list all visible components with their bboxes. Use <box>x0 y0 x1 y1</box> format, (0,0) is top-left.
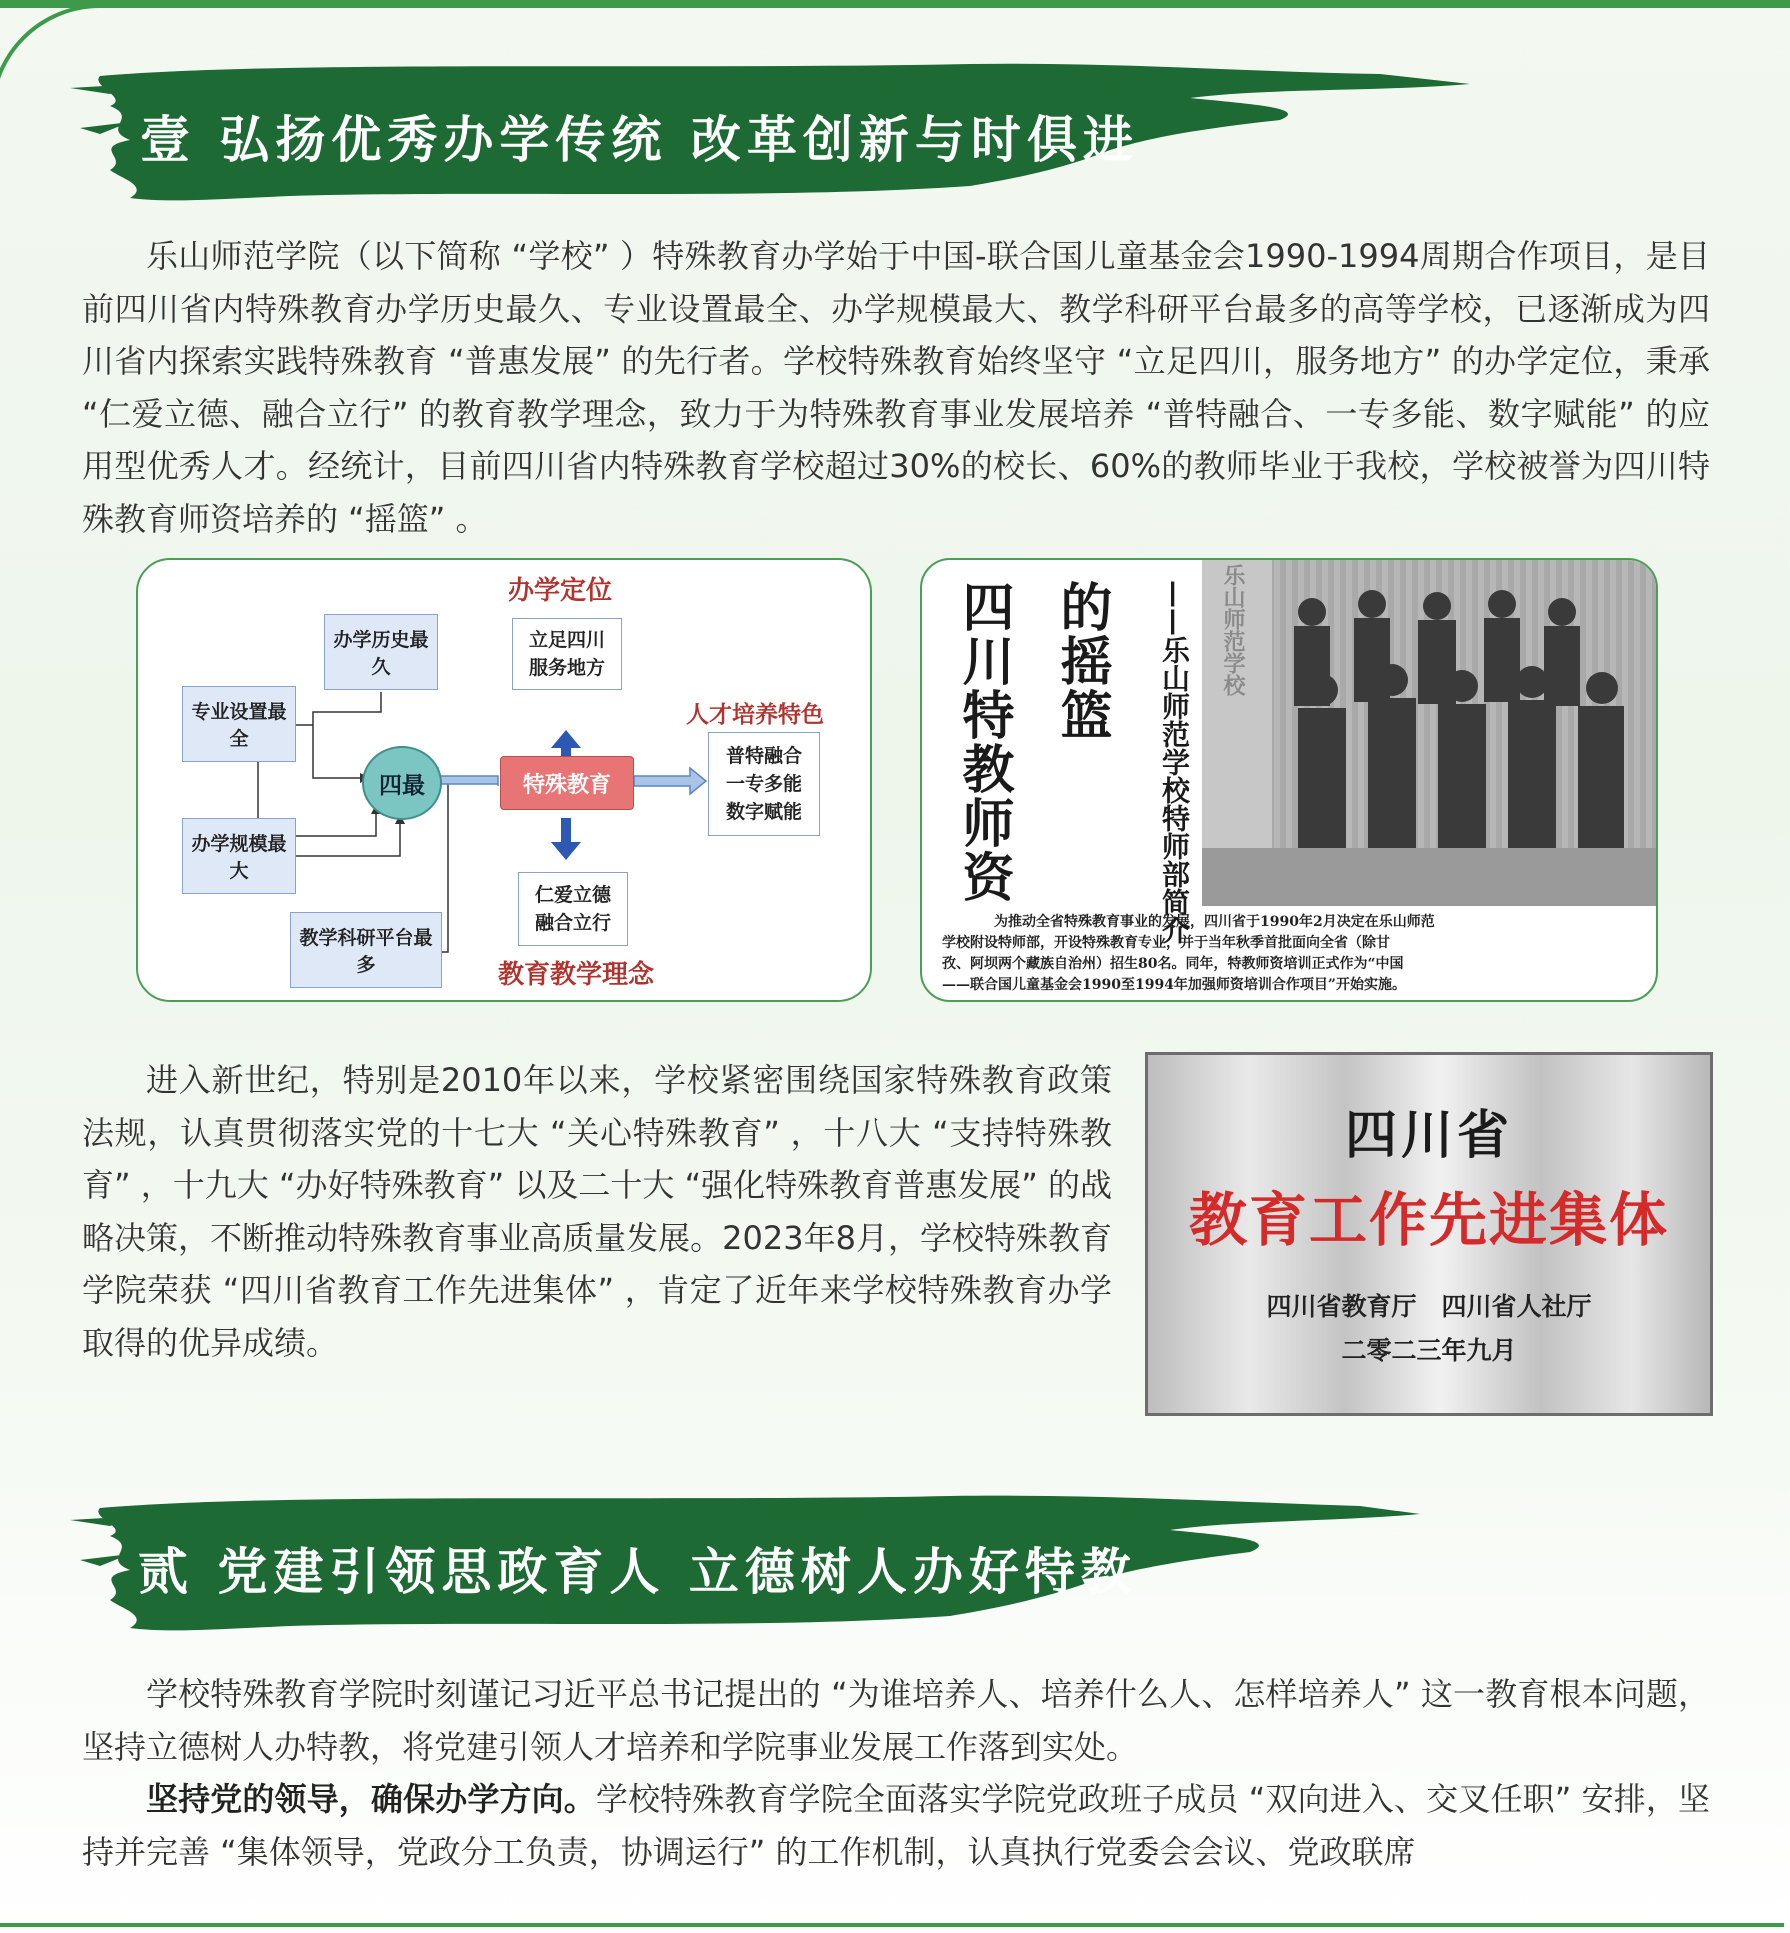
section2-bold-lead: 坚持党的领导，确保办学方向。 <box>146 1780 596 1818</box>
clipping-panel <box>920 558 1658 1002</box>
section1-title: 壹 弘扬优秀办学传统 改革创新与时俱进 <box>140 111 1139 169</box>
clipping-headline-col2: 的摇篮 <box>1051 580 1112 742</box>
section2-text2 <box>82 1773 1710 1878</box>
box-philosophy <box>518 872 628 946</box>
diagram-panel <box>136 558 872 1002</box>
section2-banner <box>70 1488 1420 1638</box>
talent-line1: 普特融合 <box>725 745 802 767</box>
box-major: 专业设置最全 <box>182 686 296 762</box>
section1-paragraph2 <box>82 1054 1112 1369</box>
four-most-circle: 四最 <box>362 746 442 820</box>
header-talent: 人才培养特色 <box>686 702 824 728</box>
talent-line2: 一专多能 <box>725 773 802 795</box>
clipping-subhead: ——乐山师范学校特师部简介 <box>1158 580 1191 944</box>
photo-sign: 乐山师范学校 <box>1220 564 1246 696</box>
section1-text: 乐山师范学院（以下简称 “学校” ）特殊教育办学始于中国-联合国儿童基金会1990-1994周期合作项目，是目前四川省内特殊教育办学历史最久、专业设置最全、办学规模最大、教学科研平台最多的高等学校，已逐渐成为四川省内探索实践特殊教育 “普惠发展” 的先行者。学校特殊教育始终坚守 “立足四川，服务地方” 的办学定位，秉承 “仁爱立德、融合立行” 的教育教学理念，致力于为特殊教育事业发展培养 “普特融合、一专多能、数字赋能” 的应用型优秀人才。经统计，目前四川省内特殊教育学校超过30%的校长、60%的教师毕业于我校，学校被誉为四川特殊教育师资培养的 “摇篮” 。 <box>82 237 1710 538</box>
caption-line2: 学校附设特师部，开设特殊教育专业，并于当年秋季首批面向全省（除甘 <box>942 935 1390 951</box>
clipping-caption <box>942 912 1642 996</box>
section2-paragraph <box>82 1668 1710 1878</box>
caption-line1: 为推动全省特殊教育事业的发展，四川省于1990年2月决定在乐山师范 <box>994 914 1435 930</box>
group-photo-people <box>1202 560 1656 906</box>
plaque-province: 四川省 <box>1344 1105 1513 1166</box>
header-philosophy: 教育教学理念 <box>498 960 655 990</box>
plaque-issuers: 四川省教育厅 四川省人社厅 <box>1266 1292 1592 1321</box>
section1-banner <box>70 58 1470 208</box>
section1-paragraph <box>82 230 1710 545</box>
plaque-date: 二零二三年九月 <box>1341 1336 1517 1365</box>
arrow-right-icon <box>634 768 706 794</box>
header-positioning: 办学定位 <box>508 576 613 606</box>
arrow-down-icon <box>551 818 581 860</box>
philosophy-line2: 融合立行 <box>534 912 611 934</box>
positioning-line2: 服务地方 <box>528 657 605 679</box>
section2-title: 贰 党建引领思政育人 立德树人办好特教 <box>138 1543 1137 1601</box>
talent-line3: 数字赋能 <box>725 801 802 823</box>
award-plaque <box>1145 1052 1713 1416</box>
section2-text1: 学校特殊教育学院时刻谨记习近平总书记提出的 “为谁培养人、培养什么人、怎样培养人” 这一教育根本问题，坚持立德树人办特教，将党建引领人才培养和学院事业发展工作落到实处。 <box>82 1675 1710 1766</box>
box-research: 教学科研平台最多 <box>290 912 442 988</box>
historical-photo <box>1202 560 1656 906</box>
caption-line3: 孜、阿坝两个藏族自治州）招生80名。同年，特教师资培训正式作为“中国 <box>942 956 1404 972</box>
plaque-award: 教育工作先进集体 <box>1188 1186 1669 1254</box>
box-talent <box>708 732 820 836</box>
section1-text2: 进入新世纪，特别是2010年以来，学校紧密围绕国家特殊教育政策法规，认真贯彻落实党的十七大 “关心特殊教育” ，十八大 “支持特殊教育” ，十九大 “办好特殊教育” 以及二十大 “强化特殊教育普惠发展” 的战略决策，不断推动特殊教育事业高质量发展。2023年8月，学校特殊教育学院荣获 “四川省教育工作先进集体” ，肯定了近年来学校特殊教育办学取得的优异成绩。 <box>82 1061 1112 1362</box>
box-positioning <box>512 618 622 690</box>
core-special-education: 特殊教育 <box>500 756 634 810</box>
philosophy-line1: 仁爱立德 <box>534 884 611 906</box>
section2-text2-body: 学校特殊教育学院全面落实学院党政班子成员 “双向进入、交叉任职” 安排，坚持并完善 “集体领导，党政分工负责，协调运行” 的工作机制，认真执行党委会会议、党政联席 <box>82 1780 1710 1871</box>
clipping-headline-col1: 四川特教师资 <box>953 580 1014 904</box>
positioning-line1: 立足四川 <box>528 629 605 651</box>
box-history: 办学历史最久 <box>324 614 438 690</box>
caption-line4: ——联合国儿童基金会1990至1994年加强师资培训合作项目”开始实施。 <box>942 977 1406 993</box>
box-scale: 办学规模最大 <box>182 818 296 894</box>
